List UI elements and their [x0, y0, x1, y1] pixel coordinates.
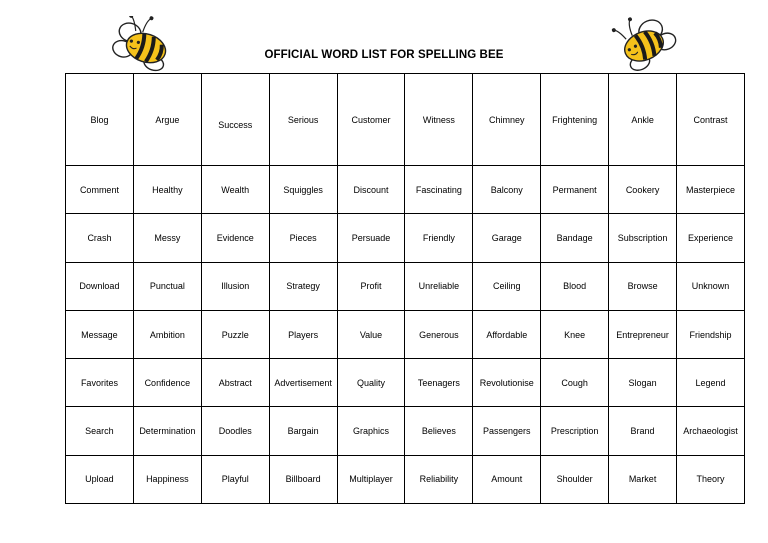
word-cell: Friendship	[677, 310, 745, 358]
word-cell: Persuade	[337, 214, 405, 262]
word-cell: Serious	[269, 74, 337, 166]
word-cell: Market	[609, 455, 677, 503]
table-row	[66, 359, 745, 407]
word-cell: Blog	[66, 74, 134, 166]
word-cell: Blood	[541, 262, 609, 310]
word-cell: Illusion	[201, 262, 269, 310]
word-cell: Fascinating	[405, 166, 473, 214]
word-cell: Contrast	[677, 74, 745, 166]
word-cell: Archaeologist	[677, 407, 745, 455]
word-cell: Teenagers	[405, 359, 473, 407]
word-cell: Entrepreneur	[609, 310, 677, 358]
word-cell: Cough	[541, 359, 609, 407]
word-cell: Value	[337, 310, 405, 358]
word-cell: Graphics	[337, 407, 405, 455]
word-cell: Message	[66, 310, 134, 358]
word-cell: Multiplayer	[337, 455, 405, 503]
word-cell: Chimney	[473, 74, 541, 166]
word-cell: Strategy	[269, 262, 337, 310]
word-cell: Playful	[201, 455, 269, 503]
word-cell: Bandage	[541, 214, 609, 262]
word-cell: Upload	[66, 455, 134, 503]
word-cell: Slogan	[609, 359, 677, 407]
word-cell: Pieces	[269, 214, 337, 262]
word-cell: Advertisement	[269, 359, 337, 407]
table-row	[66, 214, 745, 262]
word-cell: Masterpiece	[677, 166, 745, 214]
word-cell: Favorites	[66, 359, 134, 407]
word-cell: Wealth	[201, 166, 269, 214]
word-cell: Punctual	[133, 262, 201, 310]
word-cell: Download	[66, 262, 134, 310]
word-cell: Argue	[133, 74, 201, 166]
table-row	[66, 166, 745, 214]
word-cell: Happiness	[133, 455, 201, 503]
page-title: OFFICIAL WORD LIST FOR SPELLING BEE	[264, 49, 504, 61]
word-cell: Frightening	[541, 74, 609, 166]
word-cell: Search	[66, 407, 134, 455]
word-cell: Generous	[405, 310, 473, 358]
word-cell: Browse	[609, 262, 677, 310]
table-row	[66, 74, 745, 166]
word-cell: Success	[201, 74, 269, 166]
word-cell: Affordable	[473, 310, 541, 358]
word-cell: Billboard	[269, 455, 337, 503]
bee-icon	[106, 16, 184, 76]
word-cell: Confidence	[133, 359, 201, 407]
word-cell: Ankle	[609, 74, 677, 166]
word-cell: Determination	[133, 407, 201, 455]
word-cell: Brand	[609, 407, 677, 455]
word-cell: Evidence	[201, 214, 269, 262]
word-cell: Squiggles	[269, 166, 337, 214]
word-cell: Reliability	[405, 455, 473, 503]
word-cell: Permanent	[541, 166, 609, 214]
word-cell: Ceiling	[473, 262, 541, 310]
word-cell: Abstract	[201, 359, 269, 407]
word-cell: Knee	[541, 310, 609, 358]
bee-icon	[606, 14, 684, 76]
word-cell: Doodles	[201, 407, 269, 455]
word-cell: Healthy	[133, 166, 201, 214]
word-cell: Shoulder	[541, 455, 609, 503]
word-cell: Amount	[473, 455, 541, 503]
table-row	[66, 407, 745, 455]
word-cell: Passengers	[473, 407, 541, 455]
word-cell: Puzzle	[201, 310, 269, 358]
table-row	[66, 455, 745, 503]
word-list-table	[65, 73, 745, 504]
word-cell: Garage	[473, 214, 541, 262]
word-cell: Revolutionise	[473, 359, 541, 407]
word-cell: Balcony	[473, 166, 541, 214]
word-cell: Messy	[133, 214, 201, 262]
word-cell: Comment	[66, 166, 134, 214]
word-cell: Customer	[337, 74, 405, 166]
word-cell: Believes	[405, 407, 473, 455]
word-cell: Prescription	[541, 407, 609, 455]
word-cell: Cookery	[609, 166, 677, 214]
word-cell: Legend	[677, 359, 745, 407]
word-cell: Discount	[337, 166, 405, 214]
table-row	[66, 310, 745, 358]
word-cell: Quality	[337, 359, 405, 407]
table-row	[66, 262, 745, 310]
word-cell: Unknown	[677, 262, 745, 310]
word-cell: Unreliable	[405, 262, 473, 310]
word-cell: Players	[269, 310, 337, 358]
word-cell: Crash	[66, 214, 134, 262]
word-cell: Witness	[405, 74, 473, 166]
word-cell: Friendly	[405, 214, 473, 262]
word-cell: Ambition	[133, 310, 201, 358]
word-cell: Experience	[677, 214, 745, 262]
word-cell: Subscription	[609, 214, 677, 262]
word-cell: Profit	[337, 262, 405, 310]
word-cell: Bargain	[269, 407, 337, 455]
word-cell: Theory	[677, 455, 745, 503]
